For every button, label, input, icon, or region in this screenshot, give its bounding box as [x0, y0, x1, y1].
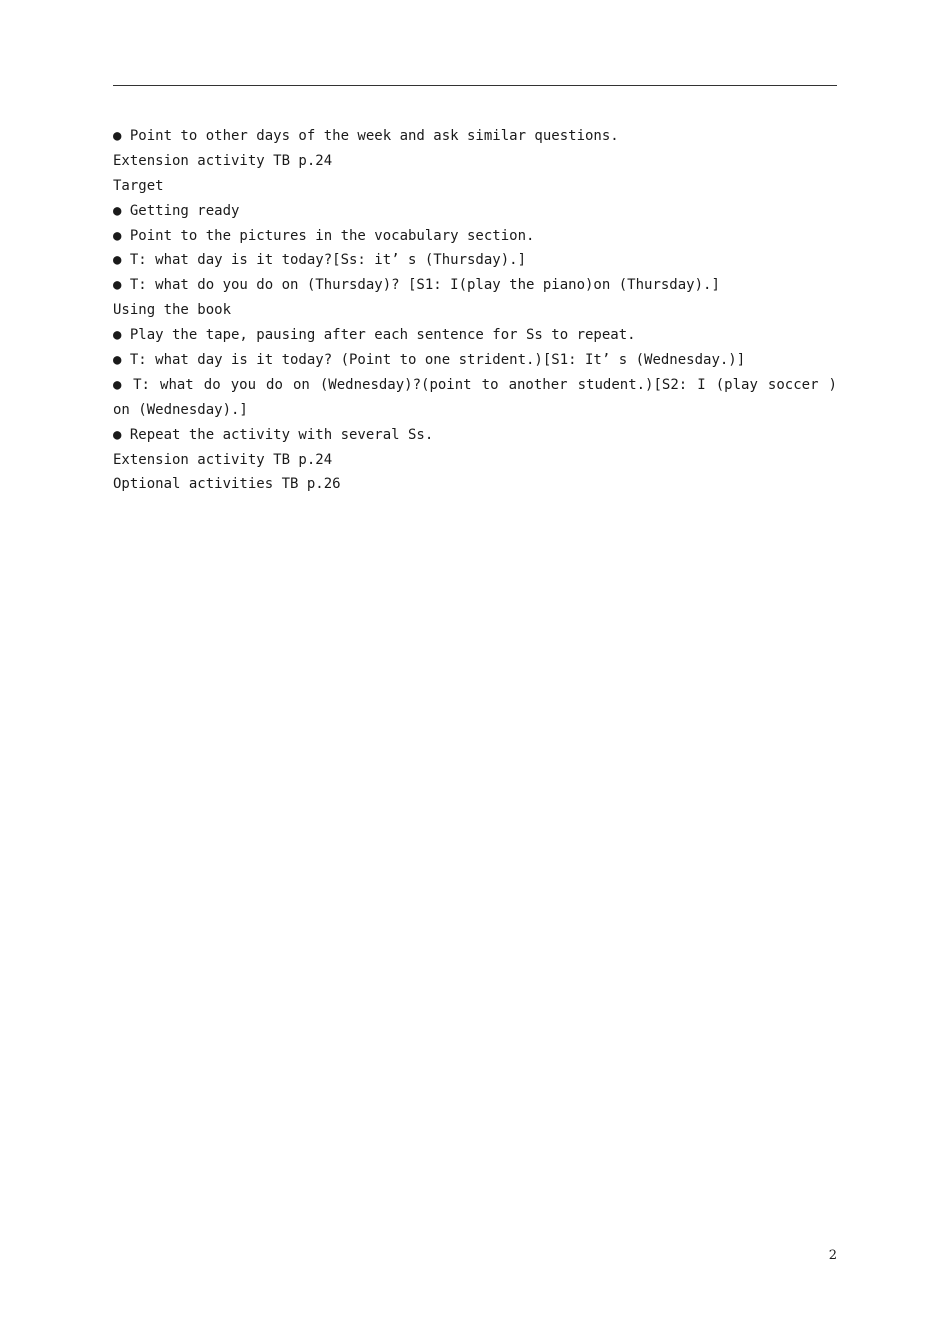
page-number: 2 — [828, 1248, 837, 1263]
document-body — [113, 124, 837, 497]
bullet-line: ● T: what day is it today?[Ss: it’ s (Thursday).] — [113, 252, 527, 269]
text-line: Extension activity TB p.24 — [113, 152, 333, 169]
bullet-line: ● Point to other days of the week and ask similar questions. — [113, 128, 619, 144]
bullet-line: ● T: what do you do on (Thursday)? [S1: I(play the piano)on (Thursday).] — [113, 277, 720, 294]
bullet-line: ● Getting ready — [113, 202, 240, 219]
bullet-line: ● Play the tape, pausing after each sentence for Ss to repeat. — [113, 327, 636, 344]
text-line: Optional activities TB p.26 — [113, 476, 341, 493]
bullet-line: ● Point to the pictures in the vocabulary section. — [113, 227, 535, 244]
bullet-line: ● Repeat the activity with several Ss. — [113, 426, 434, 443]
section-heading: Using the book — [113, 302, 232, 319]
header-rule — [113, 85, 837, 86]
text-line: on (Wednesday).] — [113, 401, 248, 418]
section-heading: Target — [113, 177, 164, 194]
bullet-line: ● T: what do you do on (Wednesday)?(point to another student.)[S2: I (play soccer ) — [113, 376, 837, 393]
bullet-line: ● T: what day is it today? (Point to one strident.)[S1: It’ s (Wednesday.)] — [113, 352, 746, 369]
text-line: Extension activity TB p.24 — [113, 451, 333, 468]
